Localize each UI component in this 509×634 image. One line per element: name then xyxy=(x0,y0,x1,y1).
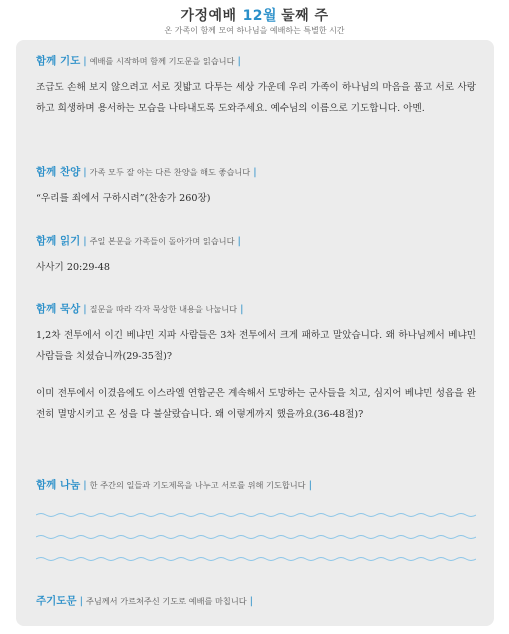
section-header xyxy=(36,478,476,493)
section-desc: 질문을 따라 각자 묵상한 내용을 나눕니다 xyxy=(89,304,238,314)
separator: | xyxy=(249,596,254,607)
wave-line-1 xyxy=(36,514,476,517)
section-meditation xyxy=(36,302,476,425)
wave-line-2 xyxy=(36,536,476,539)
separator: | xyxy=(83,56,87,67)
section-prayer xyxy=(36,54,476,119)
section-reading xyxy=(36,234,476,278)
week-text: 둘째 주 xyxy=(281,8,329,24)
section-header xyxy=(36,54,476,69)
wave-line-3 xyxy=(36,558,476,561)
separator: | xyxy=(83,167,87,178)
separator: | xyxy=(79,596,83,607)
question-1: 1,2차 전투에서 이긴 베냐민 지파 사람들은 3차 전투에서 크게 패하고 말았습니다. 왜 하나님께서 베냐민 사람들을 치셨습니까(29-35절)? xyxy=(36,330,476,362)
section-desc: 가족 모두 잘 아는 다른 찬양을 해도 좋습니다 xyxy=(89,167,251,177)
page-subtitle: 온 가족이 함께 모여 하나님을 예배하는 특별한 시간 xyxy=(164,26,345,35)
section-praise xyxy=(36,165,476,209)
section-label: 함께 묵상 xyxy=(36,303,81,315)
separator: | xyxy=(83,480,87,491)
section-header xyxy=(36,234,476,249)
separator: | xyxy=(240,304,244,315)
section-header xyxy=(36,302,476,317)
separator: | xyxy=(237,56,241,67)
section-desc: 주님께서 가르쳐주신 기도로 예배를 마칩니다 xyxy=(85,596,247,606)
section-label: 함께 나눔 xyxy=(36,479,81,491)
separator: | xyxy=(83,304,87,315)
praise-text: “우리를 죄에서 구하시려”(찬송가 260장) xyxy=(36,193,211,204)
page-title xyxy=(0,5,509,25)
section-desc: 주일 본문을 가족들이 돌아가며 읽습니다 xyxy=(89,236,235,246)
title-text: 가정예배 xyxy=(180,8,237,24)
section-label: 함께 찬양 xyxy=(36,166,81,178)
prayer-text: 조급도 손해 보지 않으려고 서로 짓밟고 다투는 세상 가운데 우리 가족이 하나님의 마음을 품고 서로 사랑하고 희생하며 용서하는 모습을 나타내도록 도와주세요. 예수님의 이름으로 기도합니다. 아멘. xyxy=(36,82,476,114)
writing-lines xyxy=(36,501,476,581)
month-text: 12월 xyxy=(242,8,278,24)
section-desc: 예배를 시작하며 함께 기도문을 읽습니다 xyxy=(89,56,235,66)
section-header xyxy=(36,594,476,609)
section-label: 함께 읽기 xyxy=(36,235,81,247)
section-header xyxy=(36,165,476,180)
separator: | xyxy=(83,236,87,247)
section-desc: 한 주간의 일들과 기도제목을 나누고 서로를 위해 기도합니다 xyxy=(89,480,306,490)
question-2: 이미 전투에서 이겼음에도 이스라엘 연합군은 계속해서 도망하는 군사들을 치고, 심지어 베냐민 성읍을 완전히 멸망시키고 온 성을 다 불살랐습니다. 왜 이렇게까지 했을까요(36-48절)? xyxy=(36,388,476,420)
reading-text: 사사기 20:29-48 xyxy=(36,262,110,273)
separator: | xyxy=(237,236,241,247)
section-label: 함께 기도 xyxy=(36,55,81,67)
section-lords-prayer xyxy=(36,594,476,609)
separator: | xyxy=(308,480,312,491)
separator: | xyxy=(253,167,257,178)
section-sharing xyxy=(36,478,476,581)
section-label: 주기도문 xyxy=(36,595,77,607)
